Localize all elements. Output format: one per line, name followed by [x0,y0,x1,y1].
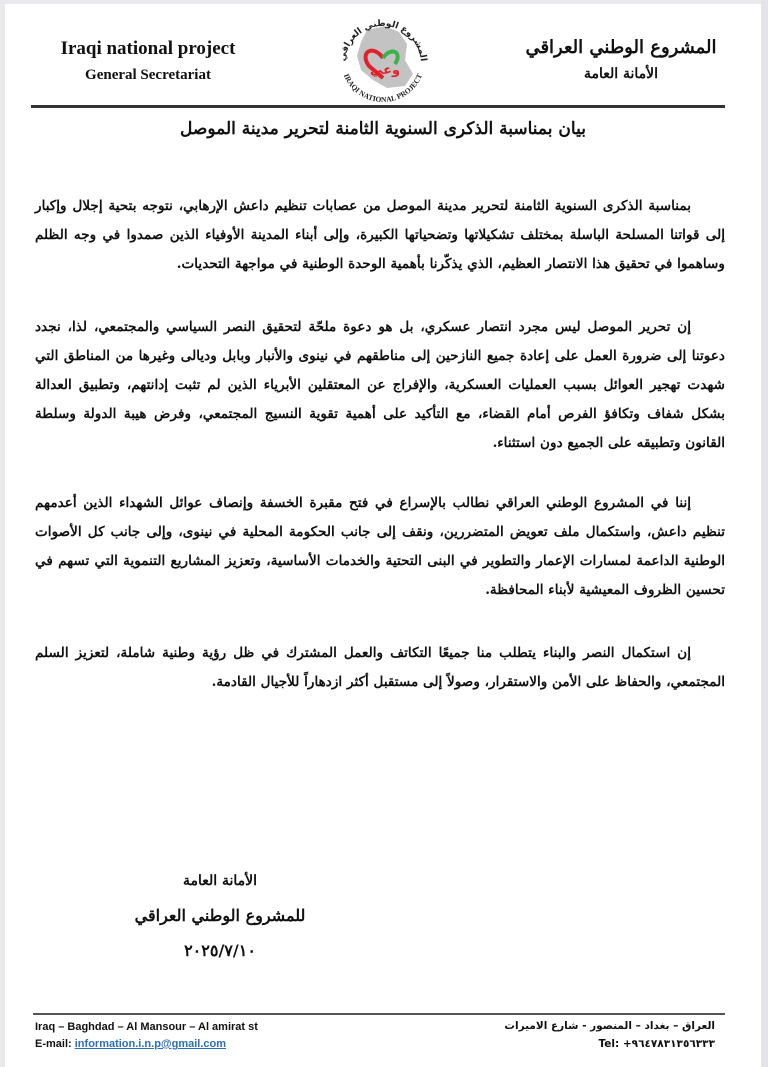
logo-ring-text-ar: المشروع الوطني العراقي [337,18,428,62]
footer-divider [33,1013,725,1015]
phone-wrap [599,1035,715,1053]
statement-title: بيان بمناسبة الذكرى السنوية الثامنة لتحرير مدينة الموصل [180,119,586,139]
document-page [5,4,761,1067]
phone-label: Tel: [598,1038,620,1050]
address-en: Iraq – Baghdad – Al Mansour – Al amirat st [35,1021,258,1033]
paragraph: إننا في المشروع الوطني العراقي نطالب بالإسراع في فتح مقبرة الخسفة وإنصاف عوائل الشهداء الذين أعدمهم تنظيم داعش، واستكمال ملف تعويض المتضررين، ونقف إلى جانب الحكومة المحلية في نينوى، وإلى جانب كل الأصوات الوطنية الداعمة لمسارات الإعمار والتطوير في البنى التحتية والخدمات الأساسية، وتعزيز المشاريع التنموية التي تسهم في تحسين الظروف المعيشية لأبناء المحافظة. [35,495,725,598]
address-ar: العراق – بغداد – المنصور - شارع الاميرات [504,1020,715,1032]
viewer-edge [761,0,768,1067]
footer-arabic [504,1017,715,1053]
logo-ring-text-en: IRAQI NATIONAL PROJECT [341,72,425,105]
signature-line-1: الأمانة العامة [182,873,258,889]
email-label: E-mail: [35,1038,72,1050]
statement-body [35,192,725,731]
org-name-ar: المشروع الوطني العراقي [525,37,717,58]
paragraph: بمناسبة الذكرى السنوية الثامنة لتحرير مدينة الموصل من عصابات تنظيم داعش الإرهابي، نتوجه بتحية إجلال وإكبار إلى قواتنا المسلحة الباسلة بمختلف تشكيلاتها وتضحياتها الكبيرة، وإلى أبناء المدينة الأوفياء الذين صمدوا في وجه الظلم وساهموا في تحقيق هذا الانتصار العظيم، الذي يذكّرنا بأهمية الوحدة الوطنية في مواجهة التحديات. [35,198,725,272]
phone-number: +٩٦٤٧٨٣١٣٥٦٣٣٣ [622,1038,715,1050]
organization-logo [327,8,439,108]
org-department-ar: الأمانة العامة [583,66,659,82]
logo-center-text: وعي [369,63,401,78]
signature-line-2: للمشروع الوطني العراقي [134,906,306,925]
footer-english [35,1019,258,1053]
signature-date: ٢٠٢٥/٧/١٠ [184,941,256,960]
paragraph: إن استكمال النصر والبناء يتطلب منا جميعًا التكاتف والعمل المشترك في ظل رؤية وطنية شاملة، لتعزيز السلم المجتمعي، والحفاظ على الأمن والاستقرار، وصولاً إلى مستقبل أكثر ازدهاراً للأجيال القادمة. [35,645,725,690]
header-divider [31,105,725,108]
paragraph: إن تحرير الموصل ليس مجرد انتصار عسكري، بل هو دعوة ملحّة لتحقيق النصر السياسي والمجتمعي، لذا، نجدد دعوتنا إلى ضرورة العمل على إعادة جميع النازحين إلى مناطقهم في نينوى والأنبار وبابل وديالى وغيرها من المناطق التي شهدت تهجير العوائل بسبب العمليات العسكرية، والإفراج عن المعتقلين الأبرياء الذين لم تثبت إدانتهم، وتطبيق العدالة بشكل شفاف وتكافؤ الفرص أمام القضاء، مع التأكيد على أهمية تقوية النسيج المجتمعي، وفرض هيبة الدولة وسلطة القانون وتطبيقه على الجميع دون استثناء. [35,319,725,451]
org-name-en: Iraqi national project [60,38,236,59]
header-english [53,36,243,88]
phone-line [504,1035,715,1053]
org-department-en: General Secretariat [85,67,211,83]
email-link[interactable]: information.i.n.p@gmail.com [74,1038,227,1050]
logo-emblem-icon [327,8,439,108]
email-line [35,1036,258,1053]
signature-block [105,864,335,968]
header-arabic [521,34,721,86]
